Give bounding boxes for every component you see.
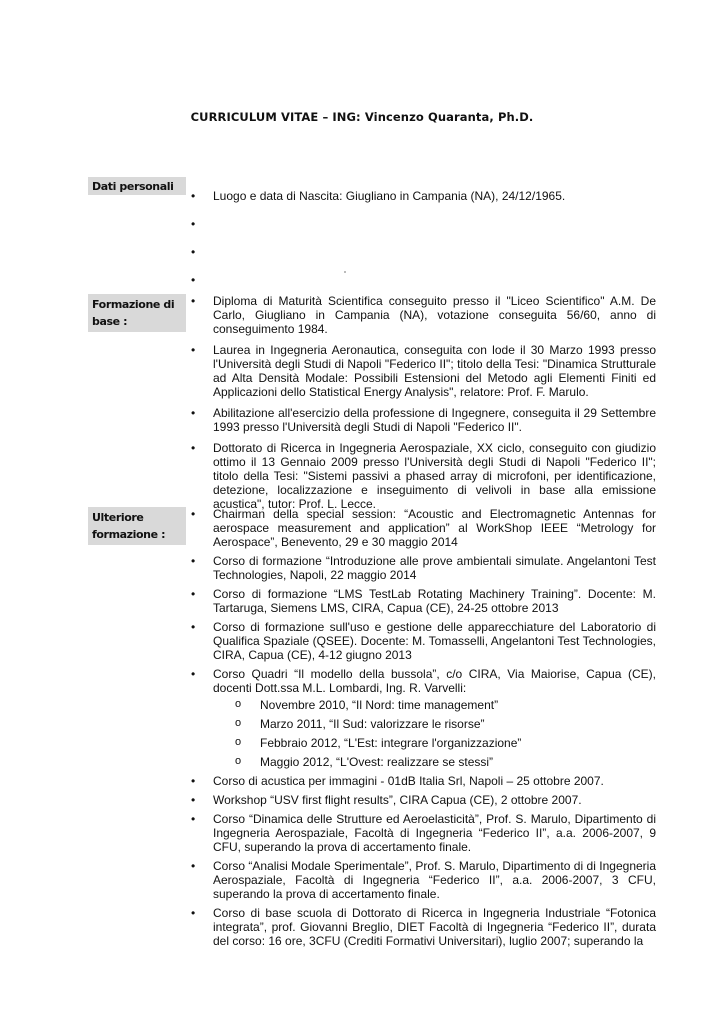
personal-empty-item: [190, 273, 656, 287]
section-label-further: Ulteriore formazione :: [88, 507, 186, 545]
section-further-content: [190, 507, 656, 953]
further-list: [190, 507, 656, 948]
quadri-subitem: o Novembre 2010, “Il Nord: time management”: [213, 698, 656, 712]
further-item: • Workshop “USV first flight results”, CIRA Capua (CE), 2 ottobre 2007.: [190, 793, 656, 807]
further-item: • Corso di base scuola di Dottorato di Ricerca in Ingegneria Industriale “Fotonica integrata”, prof. Giovanni Breglio, DIET Facoltà di Ingegneria “Federico II”, durata del corso: 16 ore, 3CFU (Crediti Formativi Universitari), luglio 2007; superando la: [190, 906, 656, 948]
further-item: • Chairman della special session: “Acoustic and Electromagnetic Antennas for aerospace measurement and application” al WorkShop IEEE “Metrology for Aerospace”, Benevento, 29 e 30 maggio 2014: [190, 507, 656, 549]
personal-list: [190, 189, 656, 287]
quadri-sublist: [213, 698, 656, 769]
education-item: • Dottorato di Ricerca in Ingegneria Aerospaziale, XX ciclo, conseguito con giudizio ottimo il 13 Gennaio 2009 presso l'Università degli Studi di Napoli "Federico II"; titolo della Tesi: "Sistemi passivi a phased array di microfoni, per identificazione, detezione, localizzazione e inseguimento di velivoli in base alla emissione acustica", tutor: Prof. L. Lecce.: [190, 441, 656, 511]
further-item: • Corso di formazione “Introduzione alle prove ambientali simulate. Angelantoni Test Technologies, Napoli, 22 maggio 2014: [190, 554, 656, 582]
quadri-subitem: o Maggio 2012, “L'Ovest: realizzare se stessi”: [213, 755, 656, 769]
further-item: • Corso di formazione “LMS TestLab Rotating Machinery Training”. Docente: M. Tartaruga, Siemens LMS, CIRA, Capua (CE), 24-25 ottobre 2013: [190, 587, 656, 615]
section-label-education: Formazione di base :: [88, 294, 186, 332]
personal-birth-item: • Luogo e data di Nascita: Giugliano in Campania (NA), 24/12/1965.: [190, 189, 656, 203]
further-item: • Corso “Dinamica delle Strutture ed Aeroelasticità”, Prof. S. Marulo, Dipartimento di Ingegneria Aerospaziale, Facoltà di Ingegneria “Federico II”, a.a. 2006-2007, 9 CFU, superando la prova di accertamento finale.: [190, 812, 656, 854]
further-item: • Corso “Analisi Modale Sperimentale”, Prof. S. Marulo, Dipartimento di di Ingegneria Aerospaziale, Facoltà di Ingegneria “Federico II”, a.a. 2006-2007, 3 CFU, superando la prova di accertamento finale.: [190, 859, 656, 901]
document-title: CURRICULUM VITAE – ING: Vincenzo Quaranta, Ph.D.: [190, 110, 534, 124]
education-list: [190, 294, 656, 511]
further-item: • Corso di acustica per immagini - 01dB Italia Srl, Napoli – 25 ottobre 2007.: [190, 774, 656, 788]
section-label-personal: Dati personali: [88, 177, 186, 195]
quadri-intro: Corso Quadri “Il modello della bussola”, c/o CIRA, Via Maiorise, Capua (CE), docenti Dott.ssa M.L. Lombardi, Ing. R. Varvelli:: [213, 667, 656, 695]
section-education-content: [190, 294, 656, 516]
section-personal-content: [190, 189, 656, 301]
education-item: • Laurea in Ingegneria Aeronautica, conseguita con lode il 30 Marzo 1993 presso l'Università degli Studi di Napoli "Federico II"; titolo della Tesi: "Dinamica Strutturale ad Alta Densità Modale: Possibili Estensioni del Metodo agli Elementi Finiti ed Applicazioni dello Statistical Energy Analysis", relatore: Prof. F. Marulo.: [190, 343, 656, 399]
personal-empty-item: [190, 245, 656, 259]
stray-dot: [344, 271, 346, 273]
education-item: • Diploma di Maturità Scientifica conseguito presso il "Liceo Scientifico" A.M. De Carlo, Giugliano in Campania (NA), votazione conseguita 56/60, anno di conseguimento 1984.: [190, 294, 656, 336]
further-item: • Corso di formazione sull'uso e gestione delle apparecchiature del Laboratorio di Qualifica Spaziale (QSEE). Docente: M. Tomasselli, Angelantoni Test Technologies, CIRA, Capua (CE), 4-12 giugno 2013: [190, 620, 656, 662]
further-item-quadri: [190, 667, 656, 769]
personal-empty-item: [190, 217, 656, 231]
quadri-subitem: o Febbraio 2012, “L'Est: integrare l'organizzazione”: [213, 736, 656, 750]
education-item: • Abilitazione all'esercizio della professione di Ingegnere, conseguita il 29 Settembre 1993 presso l'Università degli Studi di Napoli "Federico II".: [190, 406, 656, 434]
quadri-subitem: o Marzo 2011, “Il Sud: valorizzare le risorse”: [213, 717, 656, 731]
